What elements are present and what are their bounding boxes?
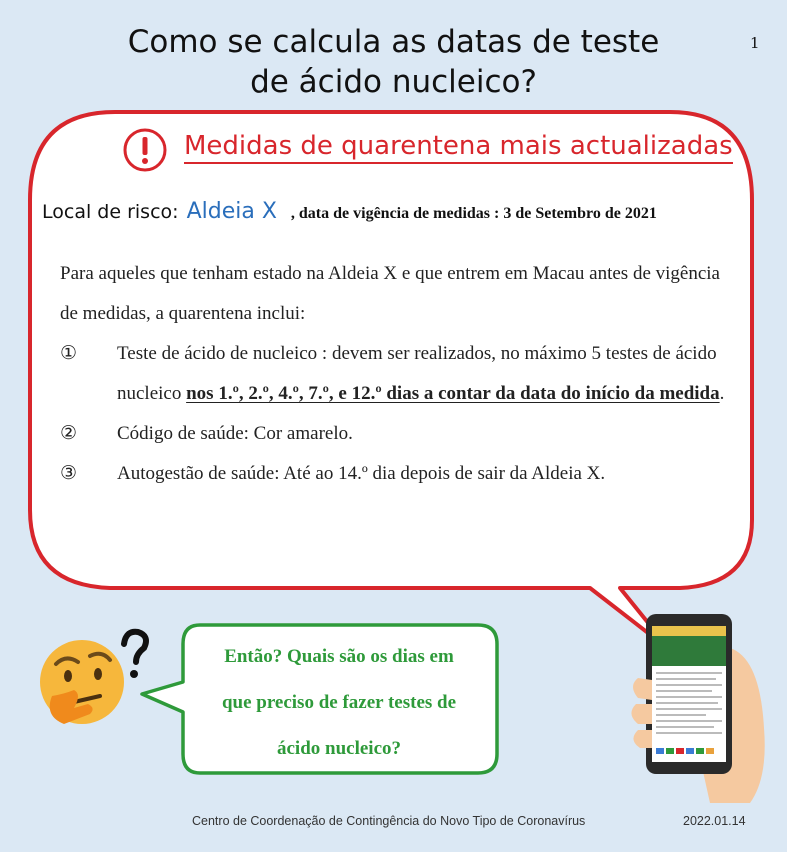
notice-intro: Para aqueles que tenham estado na Aldeia X e que entrem em Macau antes de vigência de medidas, a quarentena inclui:	[60, 263, 720, 324]
exclamation-icon	[122, 127, 168, 173]
list-item	[60, 414, 740, 454]
risk-place: Aldeia X	[186, 199, 277, 224]
item-text: Código de saúde: Cor amarelo.	[117, 423, 353, 444]
speech-line-2: que preciso de fazer testes de	[221, 692, 457, 713]
item-marker: ③	[60, 463, 78, 484]
item-marker: ①	[60, 343, 78, 364]
footer-org: Centro de Coordenação de Contingência do Novo Tipo de Coronavírus	[192, 814, 586, 828]
footer-date: 2022.01.14	[683, 814, 746, 828]
item-tail: .	[719, 383, 725, 404]
effective-date: , data de vigência de medidas : 3 de Setembro de 2021	[290, 205, 657, 222]
speech-text	[178, 634, 500, 772]
item-emphasis: nos 1.º, 2.º, 4.º, 7.º, e 12.º dias a contar da data do início da medida	[186, 383, 720, 404]
notice-body	[60, 254, 740, 494]
list-item	[60, 334, 740, 414]
item-text: Teste de ácido de nucleico : devem ser realizados, no máximo 5 testes de ácido nucleico	[117, 343, 717, 404]
item-text: Autogestão de saúde: Até ao 14.º dia depois de sair da Aldeia X.	[117, 463, 606, 484]
thinking-face-icon	[34, 624, 164, 734]
notice-heading: Medidas de quarentena mais actualizadas	[184, 130, 733, 164]
page-number: 1	[750, 34, 760, 52]
speech-line-1: Então? Quais são os dias em	[224, 646, 454, 667]
risk-label: Local de risco:	[42, 201, 185, 223]
risk-line	[42, 199, 657, 224]
phone-illustration	[630, 608, 770, 808]
title-line-2: de ácido nucleico?	[250, 64, 537, 100]
list-item	[60, 454, 740, 494]
notice-header	[122, 127, 733, 173]
item-marker: ②	[60, 423, 78, 444]
speech-line-3: ácido nucleico?	[276, 738, 402, 759]
title-line-1: Como se calcula as datas de teste	[127, 24, 660, 60]
